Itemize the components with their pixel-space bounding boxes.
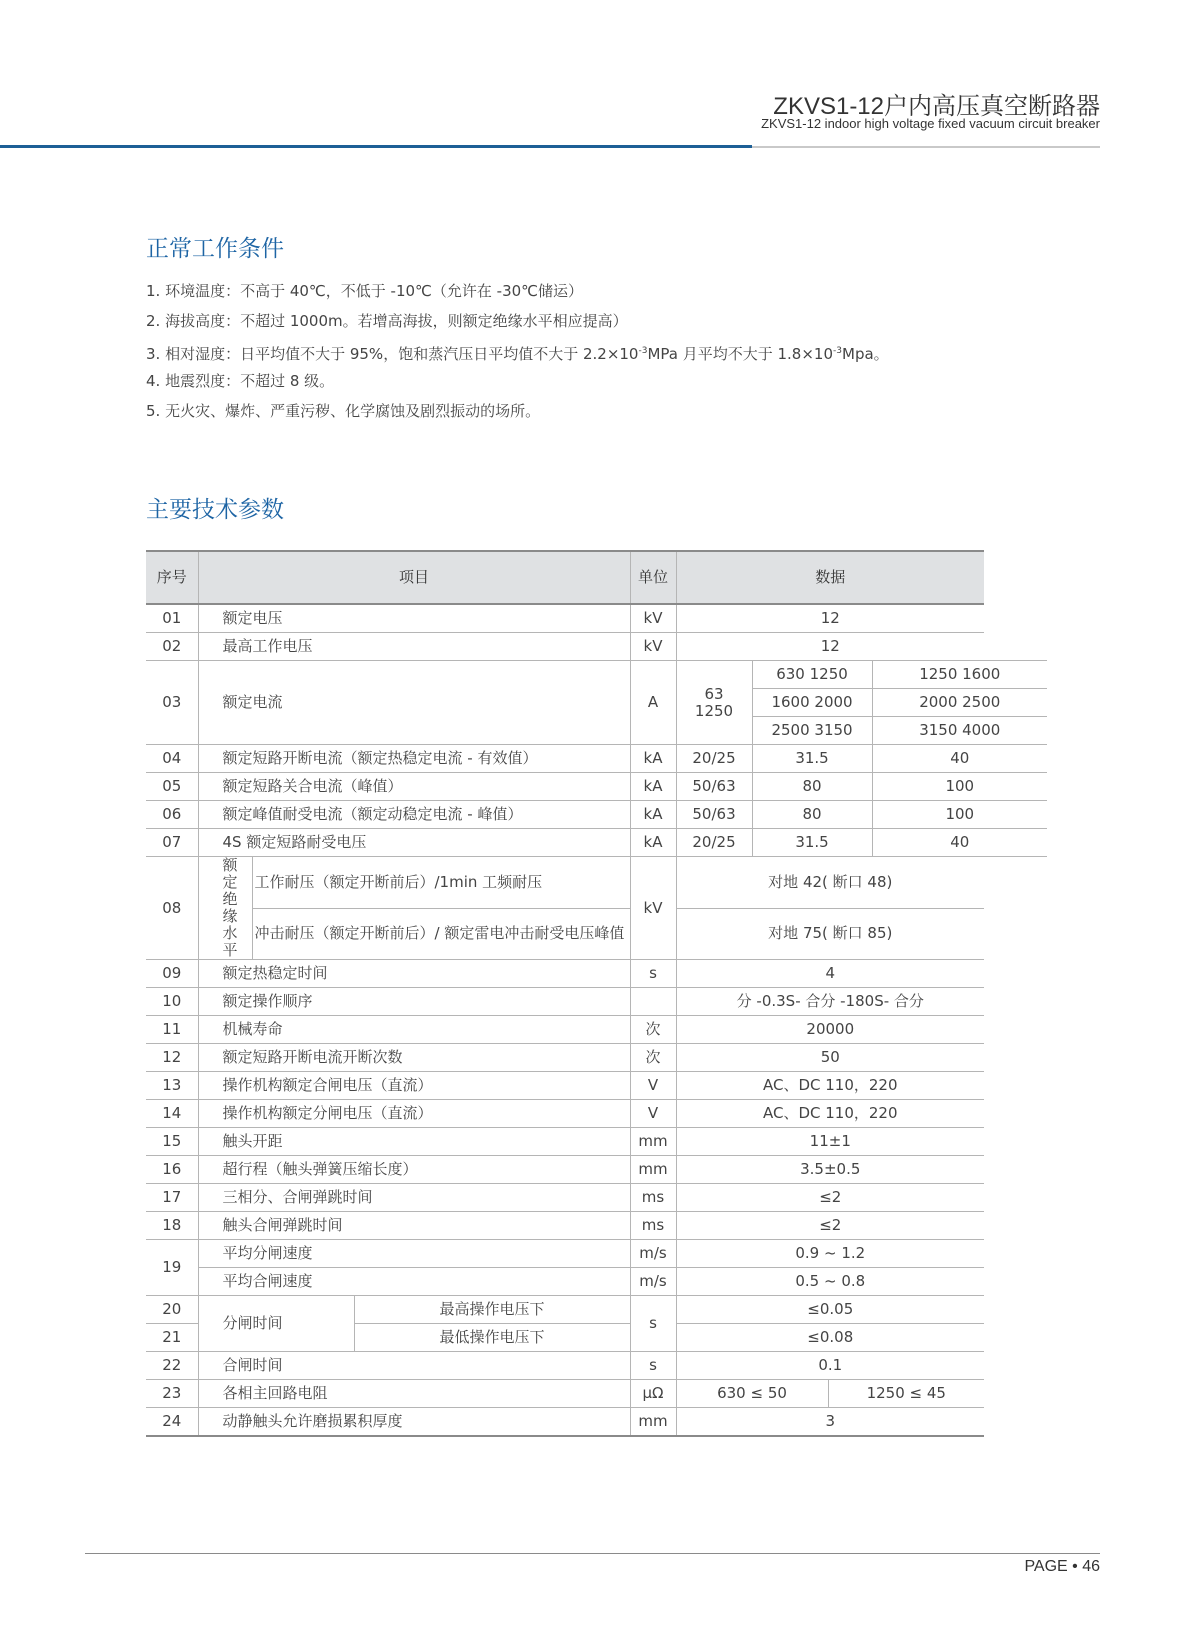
table-row [146,801,1047,829]
conditions-list [146,276,889,426]
row-item: 最高工作电压 [198,633,630,661]
col-header-data: 数据 [676,551,984,604]
row-item: 合闸时间 [198,1352,630,1380]
row-data-b: 1250 ≤ 45 [828,1380,984,1408]
row-unit: kV [630,604,676,633]
row-unit: s [630,960,676,988]
table-row [146,633,1047,661]
row-unit: kV [630,633,676,661]
group-label-line: 绝缘 [222,890,238,925]
footer-rule [85,1553,1100,1554]
row-unit: ms [630,1184,676,1212]
row-unit: A [630,661,676,745]
row-data: 20000 [676,1016,984,1044]
row-data: ≤2 [676,1184,984,1212]
table-row [146,960,1047,988]
row-data-b: 2500 3150 [752,717,872,745]
row-data-c: 100 [872,773,1047,801]
row-no: 07 [146,829,198,857]
row-data-a: 20/25 [676,745,752,773]
group-label-line: 水平 [222,924,238,959]
row-no: 24 [146,1408,198,1437]
table-row [146,1240,1047,1268]
row-unit: kA [630,801,676,829]
table-row [146,1380,1047,1408]
row-data-b: 31.5 [752,829,872,857]
row-data-a: 20/25 [676,829,752,857]
row-item: 额定短路开断电流（额定热稳定电流 - 有效值） [198,745,630,773]
row-item: 操作机构额定合闸电压（直流） [198,1072,630,1100]
row-item: 超行程（触头弹簧压缩长度） [198,1156,630,1184]
table-row [146,988,1047,1016]
row-item: 平均分闸速度 [198,1240,630,1268]
row-data-c: 100 [872,801,1047,829]
row-unit: mm [630,1408,676,1437]
row-no: 08 [146,857,198,960]
condition-text: Mpa。 [842,345,889,363]
row-data: 11±1 [676,1128,984,1156]
row-unit: kV [630,857,676,960]
header-rule-accent [0,145,752,148]
table-row [146,1128,1047,1156]
table-row [146,661,1047,689]
row-no: 20 [146,1296,198,1324]
row-data-c: 40 [872,829,1047,857]
row-unit: kA [630,829,676,857]
condition-text: 3. 相对湿度：日平均值不大于 95%，饱和蒸汽压日平均值不大于 2.2×10 [146,345,639,363]
row-no: 04 [146,745,198,773]
row-data-c: 40 [872,745,1047,773]
row-no: 16 [146,1156,198,1184]
condition-item: 1. 环境温度：不高于 40℃，不低于 -10℃（允许在 -30℃储运） [146,282,584,300]
table-row [146,1408,1047,1437]
row-item: 触头开距 [198,1128,630,1156]
row-no: 14 [146,1100,198,1128]
row-data-a: 50/63 [676,773,752,801]
row-no: 06 [146,801,198,829]
row-no: 19 [146,1240,198,1296]
row-subitem: 工作耐压（额定开断前后）/1min 工频耐压 [252,857,630,909]
row-no: 13 [146,1072,198,1100]
row-item: 额定峰值耐受电流（额定动稳定电流 - 峰值） [198,801,630,829]
row-unit: V [630,1072,676,1100]
spec-table [146,550,1047,1437]
row-item: 额定操作顺序 [198,988,630,1016]
row-data-a: 50/63 [676,801,752,829]
row-data-b: 1600 2000 [752,689,872,717]
row-data: 4 [676,960,984,988]
row-data: ≤2 [676,1212,984,1240]
row-unit: kA [630,773,676,801]
row-unit: mm [630,1156,676,1184]
params-heading: 主要技术参数 [146,497,284,523]
row-data-b: 80 [752,773,872,801]
group-label-line: 额定 [222,856,238,891]
row-no: 15 [146,1128,198,1156]
row-item: 分闸时间 [198,1296,354,1352]
page-number: PAGE • 46 [1024,1558,1100,1575]
rated-current-value: 63 [704,684,724,703]
row-no: 23 [146,1380,198,1408]
row-data-c: 1250 1600 [872,661,1047,689]
row-item: 三相分、合闸弹跳时间 [198,1184,630,1212]
row-item: 操作机构额定分闸电压（直流） [198,1100,630,1128]
rated-current-value: 1250 [694,701,734,720]
row-item: 额定短路开断电流开断次数 [198,1044,630,1072]
table-row [146,604,1047,633]
row-no: 09 [146,960,198,988]
row-item: 额定电压 [198,604,630,633]
col-header-item: 项目 [198,551,630,604]
table-row [146,1016,1047,1044]
row-data-b: 630 1250 [752,661,872,689]
row-unit: m/s [630,1240,676,1268]
row-data-c: 2000 2500 [872,689,1047,717]
condition-item [146,336,889,366]
row-no: 17 [146,1184,198,1212]
table-row [146,1296,1047,1324]
row-unit: ms [630,1212,676,1240]
row-no: 22 [146,1352,198,1380]
row-data: 50 [676,1044,984,1072]
table-row [146,745,1047,773]
table-row [146,829,1047,857]
row-data-a [676,661,752,745]
row-unit [630,988,676,1016]
table-row [146,1184,1047,1212]
exponent: -3 [638,346,648,356]
row-data: 12 [676,633,984,661]
row-subitem: 最低操作电压下 [354,1324,630,1352]
condition-item: 4. 地震烈度：不超过 8 级。 [146,372,335,390]
table-row [146,1268,1047,1296]
row-data-c: 3150 4000 [872,717,1047,745]
row-data: 0.9 ~ 1.2 [676,1240,984,1268]
row-item-group [198,857,252,960]
row-item: 各相主回路电阻 [198,1380,630,1408]
row-data-a: 630 ≤ 50 [676,1380,828,1408]
table-row [146,908,1047,960]
row-data: 3 [676,1408,984,1437]
row-unit: m/s [630,1268,676,1296]
row-data: ≤0.08 [676,1324,984,1352]
col-header-unit: 单位 [630,551,676,604]
row-data: AC、DC 110，220 [676,1072,984,1100]
row-no: 18 [146,1212,198,1240]
table-row [146,1212,1047,1240]
row-data: 3.5±0.5 [676,1156,984,1184]
row-unit: V [630,1100,676,1128]
row-no: 21 [146,1324,198,1352]
table-row [146,1156,1047,1184]
row-no: 02 [146,633,198,661]
row-item: 机械寿命 [198,1016,630,1044]
condition-item: 5. 无火灾、爆炸、严重污秽、化学腐蚀及剧烈振动的场所。 [146,402,541,420]
row-unit: s [630,1296,676,1352]
document-subtitle: ZKVS1-12 indoor high voltage fixed vacuum circuit breaker [761,116,1100,131]
row-item: 额定电流 [198,661,630,745]
row-unit: kA [630,745,676,773]
document-title: ZKVS1-12户内高压真空断路器 [773,93,1100,120]
row-subitem: 冲击耐压（额定开断前后）/ 额定雷电冲击耐受电压峰值 [252,908,630,960]
condition-text: MPa 月平均不大于 1.8×10 [647,345,834,363]
header-rule [752,146,1100,148]
row-data: 对地 42( 断口 48) [676,857,984,909]
row-data: 分 -0.3S- 合分 -180S- 合分 [676,988,984,1016]
row-subitem: 最高操作电压下 [354,1296,630,1324]
row-item: 额定短路关合电流（峰值） [198,773,630,801]
row-data: ≤0.05 [676,1296,984,1324]
row-data: 0.5 ~ 0.8 [676,1268,984,1296]
table-row [146,1352,1047,1380]
row-unit: s [630,1352,676,1380]
row-no: 05 [146,773,198,801]
row-no: 12 [146,1044,198,1072]
row-unit: μΩ [630,1380,676,1408]
row-data-b: 31.5 [752,745,872,773]
row-no: 10 [146,988,198,1016]
row-data: AC、DC 110，220 [676,1100,984,1128]
row-data-b: 80 [752,801,872,829]
table-row [146,857,1047,909]
row-item: 平均合闸速度 [198,1268,630,1296]
row-item: 4S 额定短路耐受电压 [198,829,630,857]
conditions-heading: 正常工作条件 [146,236,284,262]
row-data: 12 [676,604,984,633]
row-item: 额定热稳定时间 [198,960,630,988]
condition-item: 2. 海拔高度：不超过 1000m。若增高海拔，则额定绝缘水平相应提高） [146,312,628,330]
col-header-no: 序号 [146,551,198,604]
exponent: -3 [833,346,842,356]
row-unit: 次 [630,1044,676,1072]
row-no: 01 [146,604,198,633]
table-header [146,551,1047,604]
table-row [146,1044,1047,1072]
row-item: 触头合闸弹跳时间 [198,1212,630,1240]
row-unit: 次 [630,1016,676,1044]
row-unit: mm [630,1128,676,1156]
row-data: 对地 75( 断口 85) [676,908,984,960]
table-row [146,1072,1047,1100]
row-data: 0.1 [676,1352,984,1380]
table-row [146,773,1047,801]
row-no: 03 [146,661,198,745]
row-item: 动静触头允许磨损累积厚度 [198,1408,630,1437]
row-no: 11 [146,1016,198,1044]
table-row [146,1100,1047,1128]
